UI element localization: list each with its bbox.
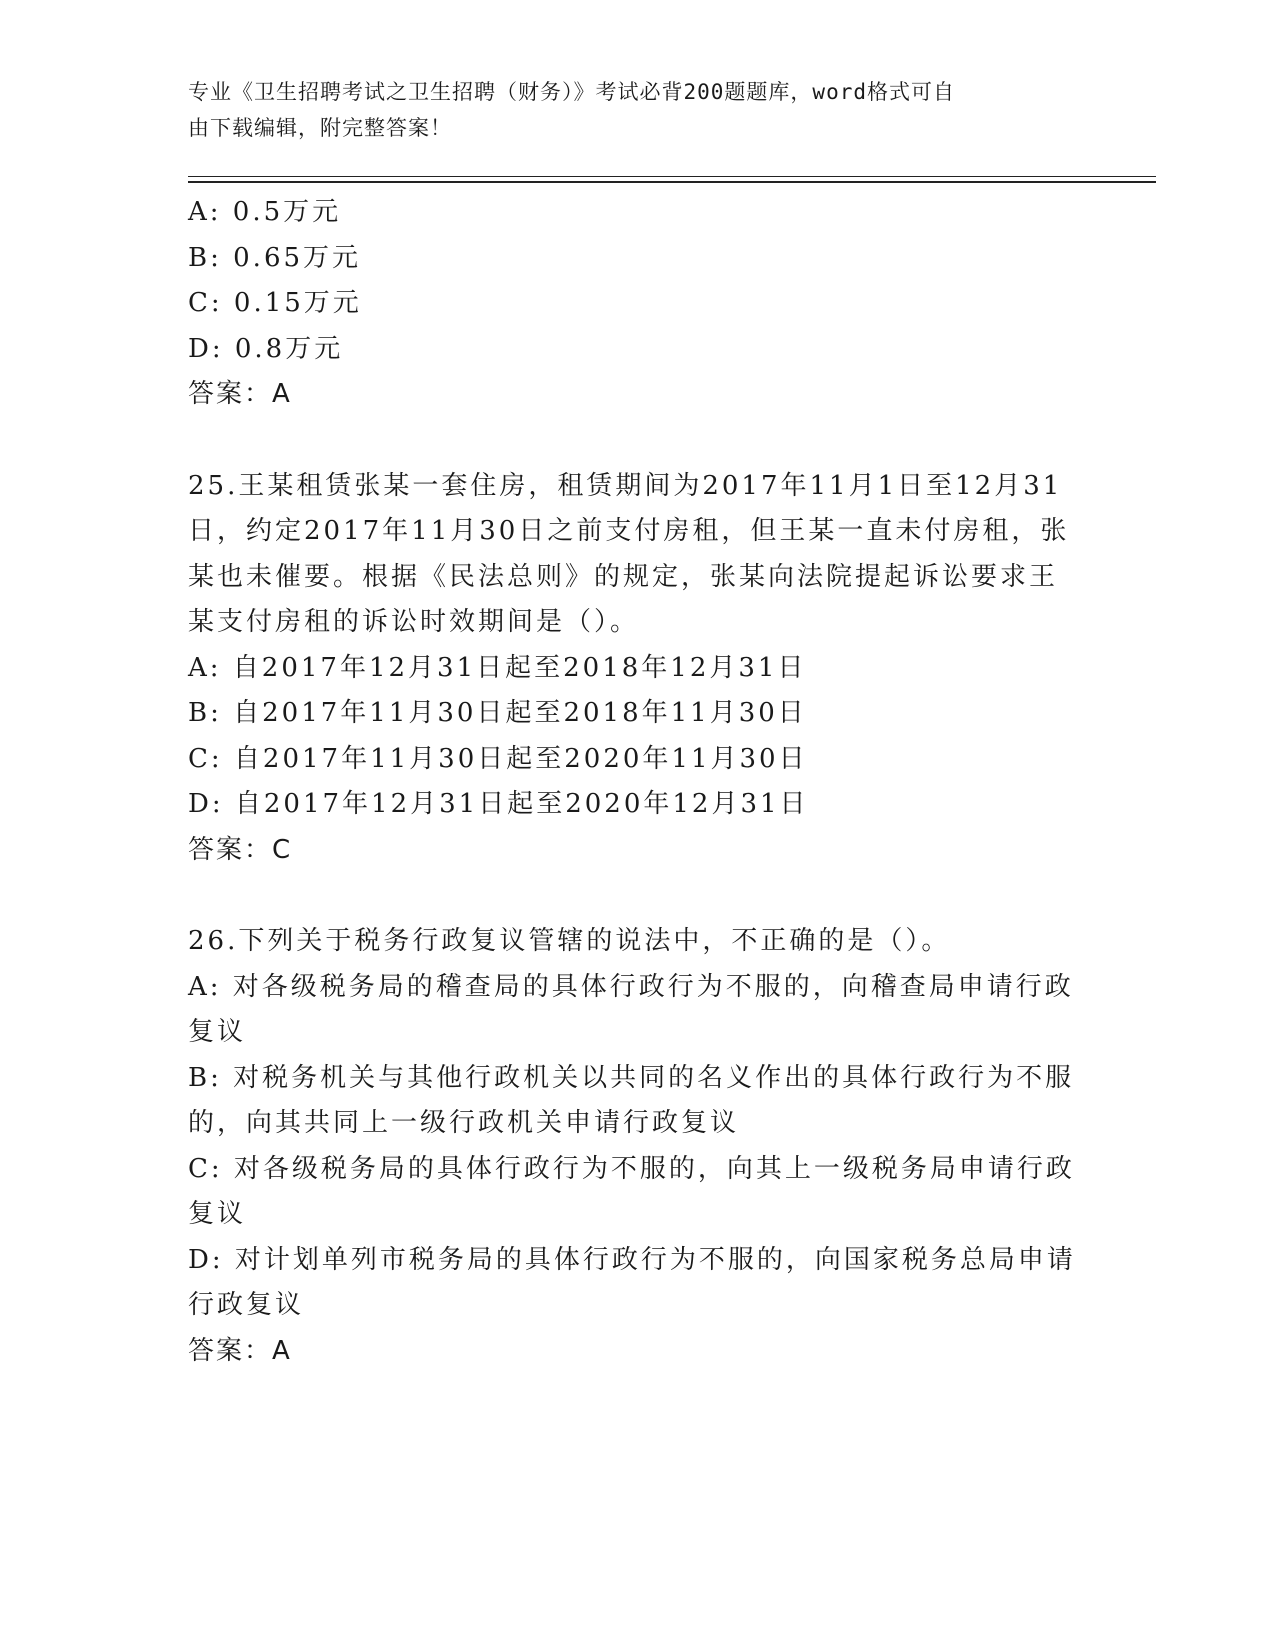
answer-line: 答案：A: [188, 1335, 292, 1366]
option-b: B: 对税务机关与其他行政机关以共同的名义作出的具体行政行为不服: [188, 1062, 1075, 1093]
option-a: A: 自2017年12月31日起至2018年12月31日: [188, 652, 807, 683]
answer-line: 答案：A: [188, 379, 292, 409]
option-b: B: 0.65万元: [188, 242, 362, 273]
header-divider-thin: [188, 176, 1156, 177]
option-b: B: 自2017年11月30日起至2018年11月30日: [188, 698, 807, 728]
question-stem-line: 某支付房租的诉讼时效期间是（）。: [188, 607, 640, 637]
question-stem-line: 某也未催要。根据《民法总则》的规定，张某向法院提起诉讼要求王: [188, 561, 1059, 592]
option-c: C: 对各级税务局的具体行政行为不服的，向其上一级税务局申请行政: [188, 1153, 1075, 1184]
option-d: D: 自2017年12月31日起至2020年12月31日: [188, 789, 809, 819]
previous-question-block: [188, 190, 1088, 418]
option-d: D: 0.8万元: [188, 333, 344, 364]
option-c-continued: 复议: [188, 1199, 247, 1229]
question-stem-line: 日，约定2017年11月30日之前支付房租，但王某一直未付房租，张: [188, 516, 1070, 546]
option-c: C: 0.15万元: [188, 288, 362, 318]
option-b-continued: 的，向其共同上一级行政机关申请行政复议: [188, 1108, 740, 1138]
option-a: A: 对各级税务局的稽查局的具体行政行为不服的，向稽查局申请行政: [188, 971, 1074, 1002]
spacer: [188, 418, 1088, 464]
option-d: D: 对计划单列市税务局的具体行政行为不服的，向国家税务总局申请: [188, 1244, 1076, 1275]
option-a-continued: 复议: [188, 1017, 247, 1047]
answer-line: 答案：C: [188, 834, 293, 865]
header-line-2: 由下载编辑，附完整答案！: [188, 116, 452, 140]
document-header: [188, 74, 1078, 146]
question-stem-line: 25.王某租赁张某一套住房，租赁期间为2017年11月1日至12月31: [188, 470, 1063, 501]
spacer: [188, 873, 1088, 919]
option-c: C: 自2017年11月30日起至2020年11月30日: [188, 743, 808, 774]
question-26-block: [188, 919, 1088, 1374]
document-body: [188, 190, 1088, 1374]
header-line-1: 专业《卫生招聘考试之卫生招聘（财务）》考试必背200题题库，word格式可自: [188, 80, 955, 104]
question-25-block: [188, 464, 1088, 874]
header-divider-thick: [188, 181, 1156, 183]
question-stem-line: 26.下列关于税务行政复议管辖的说法中，不正确的是（）。: [188, 926, 951, 956]
option-a: A: 0.5万元: [188, 197, 342, 227]
option-d-continued: 行政复议: [188, 1290, 305, 1320]
